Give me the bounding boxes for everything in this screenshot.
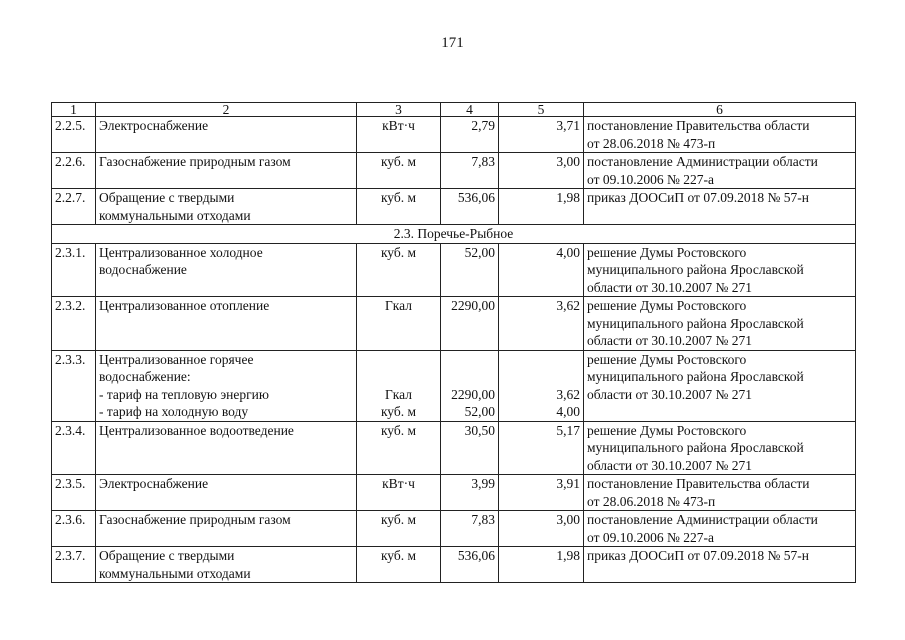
tariff-table [51,102,856,583]
value-col4: 536,06 [441,547,499,583]
service-name: Газоснабжение природным газом [96,153,357,189]
row-number: 2.3.2. [52,297,96,351]
header-cell-5: 5 [499,103,584,117]
table-row [52,243,856,297]
table-row [52,117,856,153]
header-cell-3: 3 [357,103,441,117]
table-row [52,421,856,475]
value-col5: 3,00 [499,511,584,547]
value-col5: 3,62 [499,297,584,351]
row-number: 2.3.4. [52,421,96,475]
value-col5: 1,98 [499,189,584,225]
row-number: 2.3.1. [52,243,96,297]
row-number: 2.3.6. [52,511,96,547]
legal-basis: постановление Администрации области от 09.10.2006 № 227-а [584,153,856,189]
value-col5: 5,17 [499,421,584,475]
unit-cell: Гкал [357,297,441,351]
value-col4: 2290,00 [441,297,499,351]
table-row [52,297,856,351]
unit-cell: куб. м [357,153,441,189]
table-row [52,547,856,583]
value-col5: 3,71 [499,117,584,153]
value-col4: 2290,00 52,00 [441,350,499,421]
table-row [52,511,856,547]
unit-cell: куб. м [357,511,441,547]
header-row [52,103,856,117]
unit-cell: кВт·ч [357,117,441,153]
value-col5: 4,00 [499,243,584,297]
header-cell-6: 6 [584,103,856,117]
value-col4: 30,50 [441,421,499,475]
table-row [52,350,856,421]
value-col5: 1,98 [499,547,584,583]
unit-cell: куб. м [357,421,441,475]
legal-basis: решение Думы Ростовского муниципального района Ярославской области от 30.10.2007 № 271 [584,243,856,297]
value-col4: 536,06 [441,189,499,225]
unit-cell: куб. м [357,189,441,225]
unit-cell: Гкал куб. м [357,350,441,421]
service-name: Централизованное отопление [96,297,357,351]
unit-cell: куб. м [357,547,441,583]
legal-basis: постановление Администрации области от 09.10.2006 № 227-а [584,511,856,547]
legal-basis: приказ ДООСиП от 07.09.2018 № 57-н [584,547,856,583]
value-col4: 2,79 [441,117,499,153]
table-row [52,153,856,189]
header-cell-1: 1 [52,103,96,117]
section-title: 2.3. Поречье-Рыбное [52,225,856,244]
row-number: 2.3.7. [52,547,96,583]
value-col5: 3,91 [499,475,584,511]
table-row [52,189,856,225]
legal-basis: решение Думы Ростовского муниципального района Ярославской области от 30.10.2007 № 271 [584,297,856,351]
value-col5: 3,62 4,00 [499,350,584,421]
row-number: 2.3.3. [52,350,96,421]
header-cell-4: 4 [441,103,499,117]
service-name: Обращение с твердыми коммунальными отходами [96,189,357,225]
value-col5: 3,00 [499,153,584,189]
service-name: Газоснабжение природным газом [96,511,357,547]
service-name: Электроснабжение [96,117,357,153]
unit-cell: куб. м [357,243,441,297]
value-col4: 3,99 [441,475,499,511]
service-name: Электроснабжение [96,475,357,511]
service-name: Обращение с твердыми коммунальными отходами [96,547,357,583]
row-number: 2.2.7. [52,189,96,225]
legal-basis: постановление Правительства области от 28.06.2018 № 473-п [584,117,856,153]
section-row [52,225,856,244]
value-col4: 7,83 [441,153,499,189]
row-number: 2.2.5. [52,117,96,153]
table-row [52,475,856,511]
legal-basis: постановление Правительства области от 28.06.2018 № 473-п [584,475,856,511]
value-col4: 52,00 [441,243,499,297]
value-col4: 7,83 [441,511,499,547]
header-cell-2: 2 [96,103,357,117]
service-name: Централизованное горячее водоснабжение: - тариф на тепловую энергию - тариф на холодную воду [96,350,357,421]
page-number: 171 [441,35,464,51]
row-number: 2.2.6. [52,153,96,189]
legal-basis: решение Думы Ростовского муниципального района Ярославской области от 30.10.2007 № 271 [584,350,856,421]
row-number: 2.3.5. [52,475,96,511]
legal-basis: приказ ДООСиП от 07.09.2018 № 57-н [584,189,856,225]
unit-cell: кВт·ч [357,475,441,511]
service-name: Централизованное холодное водоснабжение [96,243,357,297]
legal-basis: решение Думы Ростовского муниципального района Ярославской области от 30.10.2007 № 271 [584,421,856,475]
service-name: Централизованное водоотведение [96,421,357,475]
